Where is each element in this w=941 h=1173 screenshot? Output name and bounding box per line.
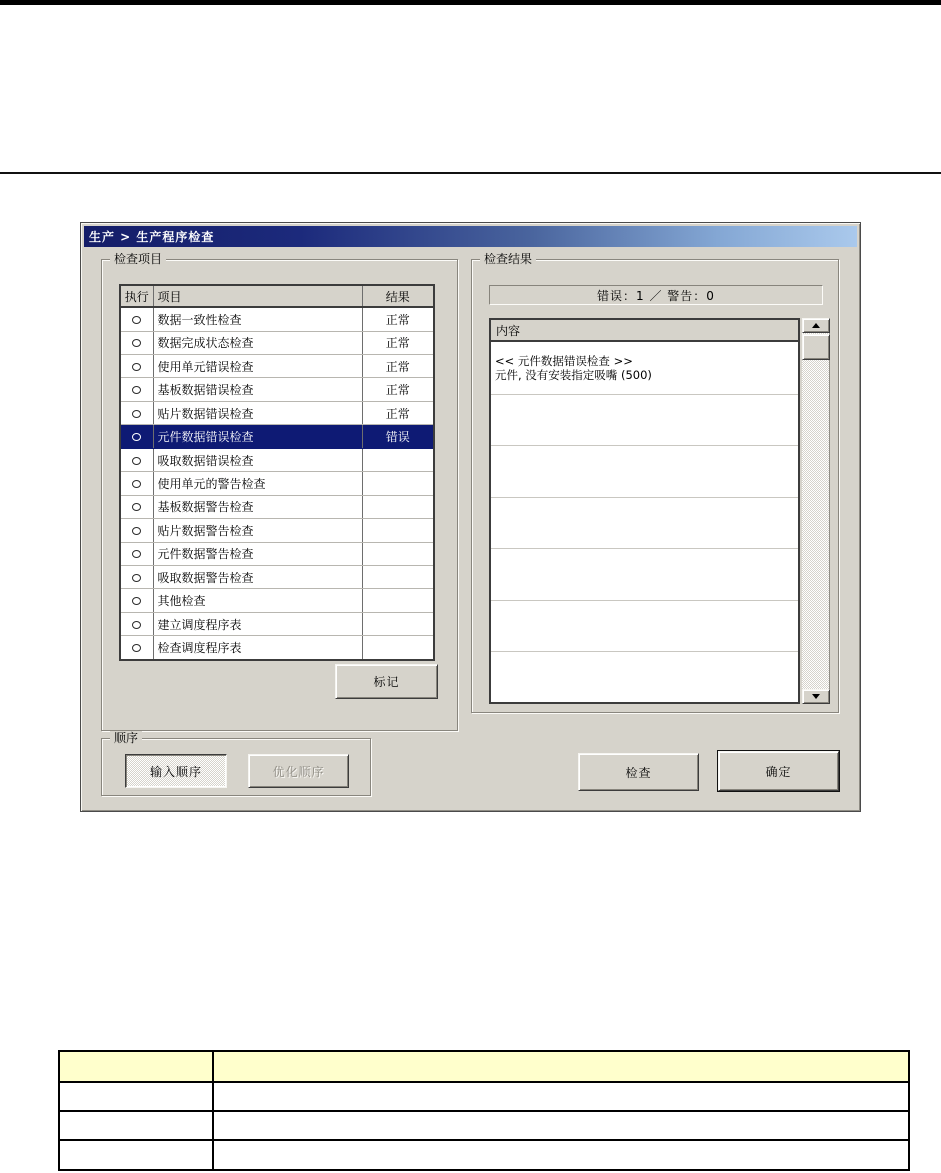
item-cell: 建立调度程序表: [153, 612, 362, 635]
result-cell: [362, 589, 434, 612]
item-cell: 数据一致性检查: [153, 307, 362, 331]
list-row-separator: [491, 651, 798, 652]
list-row-separator: [491, 445, 798, 446]
result-cell: 正常: [362, 401, 434, 424]
result-cell: [362, 495, 434, 518]
radio-icon[interactable]: [132, 410, 141, 418]
table-row[interactable]: [120, 472, 434, 495]
check-results-group-label: 检查结果: [480, 252, 536, 266]
doc-table-cell: [213, 1082, 909, 1111]
doc-table-header-row: [59, 1051, 909, 1082]
table-row[interactable]: [120, 542, 434, 565]
item-column-header: 项目: [153, 285, 362, 307]
list-row-separator: [491, 394, 798, 395]
check-items-table: [119, 284, 435, 661]
table-row[interactable]: [120, 565, 434, 588]
result-message-list: [489, 318, 800, 704]
result-cell: 错误: [362, 425, 434, 448]
radio-icon[interactable]: [132, 363, 141, 371]
execute-cell: [120, 355, 153, 378]
check-items-tbody: [120, 307, 434, 660]
doc-table-cell: [213, 1140, 909, 1170]
result-cell: [362, 612, 434, 635]
result-message-line: << 元件数据错误检查 >>: [495, 354, 633, 368]
execute-cell: [120, 542, 153, 565]
table-row[interactable]: [120, 307, 434, 331]
error-warning-summary: 错误：1 ／ 警告：0: [489, 285, 823, 305]
page-top-bar: [0, 0, 941, 5]
result-cell: [362, 636, 434, 660]
optimize-order-button[interactable]: 优化顺序: [248, 754, 349, 788]
check-items-group-label: 检查项目: [110, 252, 166, 266]
radio-icon[interactable]: [132, 574, 141, 582]
result-cell: 正常: [362, 355, 434, 378]
list-row-separator: [491, 497, 798, 498]
item-cell: 贴片数据警告检查: [153, 519, 362, 542]
result-cell: [362, 519, 434, 542]
result-cell: [362, 542, 434, 565]
doc-table-row: [59, 1082, 909, 1111]
execute-cell: [120, 612, 153, 635]
order-group: [101, 731, 371, 796]
table-row[interactable]: [120, 589, 434, 612]
result-message-line: 元件, 没有安装指定吸嘴 (500): [495, 368, 652, 382]
doc-table-cell: [213, 1051, 909, 1082]
execute-cell: [120, 307, 153, 331]
table-row[interactable]: [120, 378, 434, 401]
execute-cell: [120, 636, 153, 660]
result-cell: [362, 565, 434, 588]
item-cell: 贴片数据错误检查: [153, 401, 362, 424]
item-cell: 吸取数据警告检查: [153, 565, 362, 588]
radio-icon[interactable]: [132, 597, 141, 605]
ok-button[interactable]: 确定: [718, 751, 839, 791]
item-cell: 基板数据错误检查: [153, 378, 362, 401]
result-cell: [362, 472, 434, 495]
radio-icon[interactable]: [132, 527, 141, 535]
list-row-separator: [491, 548, 798, 549]
execute-cell: [120, 331, 153, 354]
execute-cell: [120, 472, 153, 495]
table-row[interactable]: [120, 612, 434, 635]
doc-table-row: [59, 1140, 909, 1170]
doc-table-cell: [59, 1111, 213, 1140]
execute-cell: [120, 401, 153, 424]
message-list-body[interactable]: [491, 342, 798, 702]
result-cell: 正常: [362, 307, 434, 331]
table-row[interactable]: [120, 495, 434, 518]
radio-icon[interactable]: [132, 316, 141, 324]
mark-button[interactable]: 标记: [335, 664, 438, 699]
radio-icon[interactable]: [132, 457, 141, 465]
item-cell: 其他检查: [153, 589, 362, 612]
check-button[interactable]: 检查: [578, 753, 699, 791]
execute-cell: [120, 519, 153, 542]
production-program-check-dialog: [80, 222, 861, 812]
bottom-reference-table: [58, 1050, 910, 1171]
check-results-group: [471, 252, 839, 713]
execute-cell: [120, 378, 153, 401]
result-cell: 正常: [362, 331, 434, 354]
doc-table-cell: [59, 1082, 213, 1111]
execute-cell: [120, 448, 153, 471]
table-row[interactable]: [120, 355, 434, 378]
table-header-row: [120, 285, 434, 307]
table-row[interactable]: [120, 425, 434, 448]
item-cell: 元件数据警告检查: [153, 542, 362, 565]
result-cell: [362, 448, 434, 471]
table-row[interactable]: [120, 636, 434, 660]
vertical-scrollbar[interactable]: [802, 318, 830, 704]
item-cell: 吸取数据错误检查: [153, 448, 362, 471]
radio-icon[interactable]: [132, 550, 141, 558]
bottom-table-tbody: [59, 1051, 909, 1170]
result-column-header: 结果: [362, 285, 434, 307]
execute-cell: [120, 425, 153, 448]
doc-table-row: [59, 1111, 909, 1140]
radio-icon[interactable]: [132, 339, 141, 347]
item-cell: 使用单元的警告检查: [153, 472, 362, 495]
item-cell: 元件数据错误检查: [153, 425, 362, 448]
scroll-up-button[interactable]: [802, 318, 830, 333]
item-cell: 使用单元错误检查: [153, 355, 362, 378]
execute-column-header: 执行: [120, 285, 153, 307]
table-row[interactable]: [120, 401, 434, 424]
item-cell: 检查调度程序表: [153, 636, 362, 660]
order-group-label: 顺序: [110, 731, 142, 745]
doc-table-cell: [213, 1111, 909, 1140]
execute-cell: [120, 589, 153, 612]
doc-table-cell: [59, 1051, 213, 1082]
table-row[interactable]: [120, 448, 434, 471]
radio-icon[interactable]: [132, 480, 141, 488]
table-row[interactable]: [120, 331, 434, 354]
result-cell: 正常: [362, 378, 434, 401]
radio-icon[interactable]: [132, 503, 141, 511]
doc-table-cell: [59, 1140, 213, 1170]
input-order-button[interactable]: 输入顺序: [125, 754, 227, 788]
table-row[interactable]: [120, 519, 434, 542]
dialog-title: 生产 > 生产程序检查: [89, 230, 215, 244]
horizontal-rule: [0, 172, 941, 174]
execute-cell: [120, 565, 153, 588]
radio-icon[interactable]: [132, 644, 141, 652]
execute-cell: [120, 495, 153, 518]
radio-icon[interactable]: [132, 386, 141, 394]
radio-icon[interactable]: [132, 621, 141, 629]
up-arrow-icon: [812, 323, 820, 328]
dialog-title-bar[interactable]: [84, 226, 857, 247]
check-items-group: [101, 252, 458, 731]
scroll-down-button[interactable]: [802, 689, 830, 704]
list-row-separator: [491, 600, 798, 601]
message-list-header: 内容: [491, 320, 798, 342]
radio-icon[interactable]: [132, 433, 141, 441]
item-cell: 基板数据警告检查: [153, 495, 362, 518]
item-cell: 数据完成状态检查: [153, 331, 362, 354]
scrollbar-thumb[interactable]: [802, 334, 830, 360]
down-arrow-icon: [812, 694, 820, 699]
